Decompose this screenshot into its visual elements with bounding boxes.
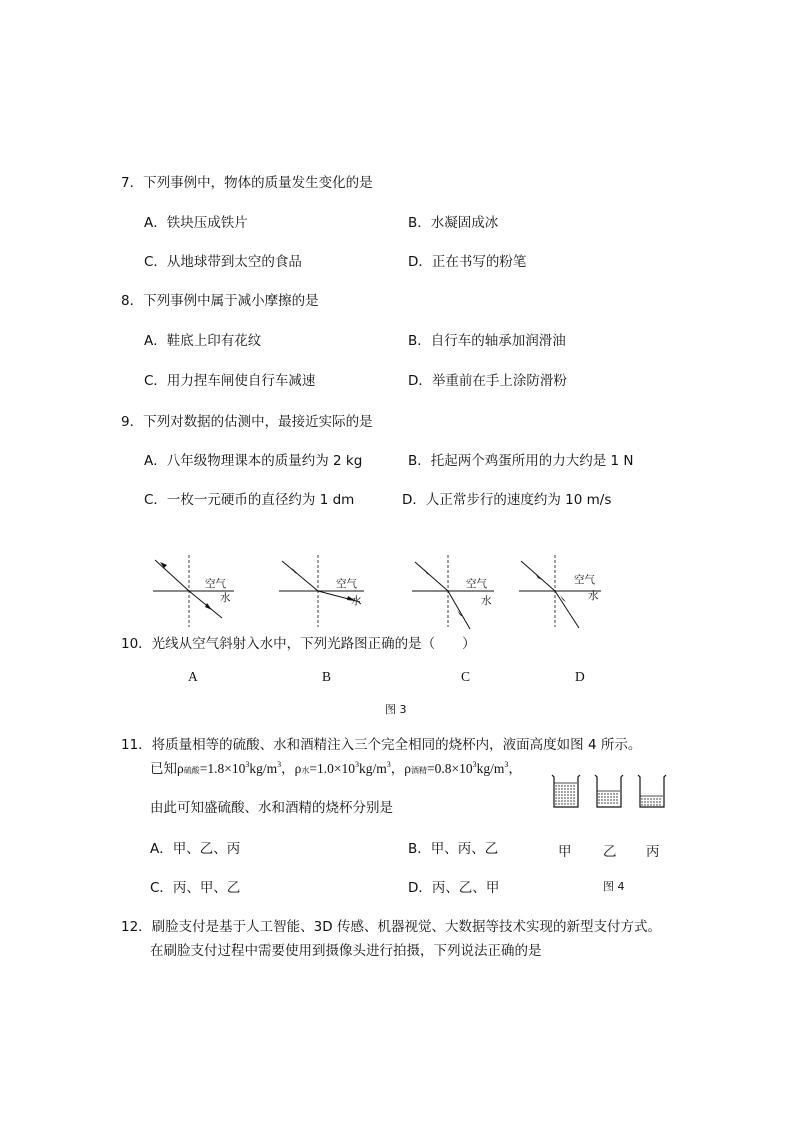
q11-exp-water: 3	[354, 760, 359, 769]
diagram-c	[410, 553, 500, 633]
q9-option-d: D．人正常步行的速度约为 10 m/s	[402, 492, 612, 508]
q11-option-d: D．丙、乙、甲	[408, 880, 500, 896]
q8-option-a: A．鞋底上印有花纹	[144, 333, 262, 349]
q8-option-c: C．用力捏车闸使自行车减速	[144, 373, 316, 389]
diagram-a-water-label: 水	[220, 592, 231, 604]
q7-option-d: D．正在书写的粉笔	[408, 254, 527, 270]
beaker-bing-liquid	[640, 796, 663, 805]
beaker-label-yi: 乙	[603, 844, 617, 860]
q11-val-water: =1.0×10	[309, 761, 355, 776]
diagram-b-water-label: 水	[351, 595, 362, 607]
diagram-d	[517, 553, 607, 633]
q11-unit-water: kg/m	[358, 761, 387, 776]
q8-option-d: D．举重前在手上涂防滑粉	[408, 373, 567, 389]
q10-label-d: D	[575, 669, 585, 684]
q11-val-acid: =1.8×10	[199, 761, 246, 776]
q11-sub-acid: 硫酸	[183, 766, 200, 775]
q10-label-b: B	[322, 669, 332, 684]
q11-sub-alcohol: 酒精	[411, 766, 427, 775]
q11-option-b: B．甲、丙、乙	[408, 841, 499, 857]
q11-unit-exp-acid: 3	[277, 760, 282, 769]
q11-line3: 由此可知盛硫酸、水和酒精的烧杯分别是	[150, 800, 393, 816]
q11-unit-acid: kg/m	[249, 761, 278, 776]
beaker-label-bing: 丙	[646, 844, 660, 860]
beaker-jia	[551, 774, 581, 810]
q9-option-c: C．一枚一元硬币的直径约为 1 dm	[144, 492, 355, 508]
beaker-yi-liquid	[597, 791, 620, 803]
q8-option-b: B．自行车的轴承加润滑油	[408, 333, 566, 349]
diagram-c-water-label: 水	[481, 595, 492, 607]
q10-label-a: A	[188, 669, 198, 684]
q11-rho-alcohol: ρ	[404, 761, 411, 776]
beaker-jia-liquid	[554, 783, 577, 804]
diagram-b	[276, 553, 371, 633]
q11-rho-acid: ρ	[177, 761, 184, 776]
diagram-d-air-label: 空气	[574, 574, 595, 586]
q7-option-a: A．铁块压成铁片	[144, 215, 248, 231]
q11-unit-alcohol: kg/m	[476, 761, 505, 776]
q12-line1: 12．刷脸支付是基于人工智能、3D 传感、机器视觉、大数据等技术实现的新型支付方式。	[121, 919, 661, 935]
q7-stem: 7．下列事例中，物体的质量发生变化的是	[121, 175, 373, 191]
q11-sub-water: 水	[301, 766, 310, 775]
q11-option-c: C．丙、甲、乙	[150, 880, 241, 896]
q11-unit-exp-alcohol: 3	[504, 760, 509, 769]
q7-option-c: C．从地球带到太空的食品	[144, 254, 302, 270]
q8-stem: 8．下列事例中属于减小摩擦的是	[121, 293, 319, 309]
q11-sep-2: ，	[390, 761, 405, 777]
diagram-d-water-label: 水	[588, 590, 599, 602]
q10-stem: 10．光线从空气斜射入水中，下列光路图正确的是（ ）	[121, 636, 476, 652]
q11-unit-exp-water: 3	[386, 760, 391, 769]
q9-option-b: B．托起两个鸡蛋所用的力大约是 1 N	[408, 453, 634, 469]
beaker-label-jia: 甲	[558, 844, 572, 860]
q11-rho-water: ρ	[294, 761, 302, 776]
q11-known-values	[150, 760, 522, 780]
q9-option-a: A．八年级物理课本的质量约为 2 kg	[144, 453, 363, 469]
q11-sep-1: ，	[281, 761, 295, 777]
q11-sep-3: ，	[508, 761, 522, 777]
q11-exp-acid: 3	[245, 760, 250, 769]
q9-stem: 9．下列对数据的估测中，最接近实际的是	[121, 414, 373, 430]
q11-known-prefix: 已知	[150, 761, 177, 777]
q11-stem: 11．将质量相等的硫酸、水和酒精注入三个完全相同的烧杯内，液面高度如图 4 所示。	[121, 737, 642, 753]
q11-figure-caption: 图 4	[603, 880, 625, 893]
q11-val-alcohol: =0.8×10	[427, 761, 473, 776]
q10-label-c: C	[461, 669, 471, 684]
diagram-b-air-label: 空气	[336, 578, 357, 590]
q7-option-b: B．水凝固成冰	[408, 215, 499, 231]
q12-line2: 在刷脸支付过程中需要使用到摄像头进行拍摄，下列说法正确的是	[150, 943, 542, 959]
q10-figure-caption: 图 3	[385, 703, 407, 716]
diagram-a	[150, 553, 240, 633]
diagram-c-air-label: 空气	[466, 578, 487, 590]
beaker-yi	[594, 774, 624, 810]
q11-exp-alcohol: 3	[472, 760, 477, 769]
q11-option-a: A．甲、乙、丙	[150, 841, 241, 857]
diagram-a-air-label: 空气	[205, 578, 226, 590]
beaker-bing	[637, 774, 667, 810]
